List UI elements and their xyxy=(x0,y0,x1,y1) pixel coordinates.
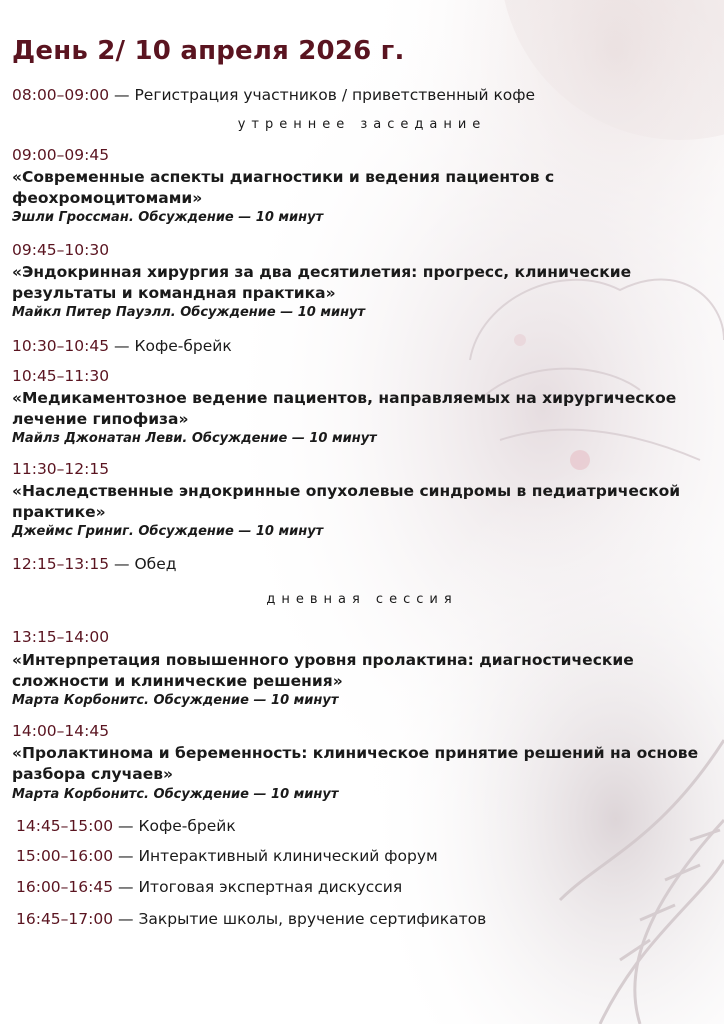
talk-title: «Интерпретация повышенного уровня пролактина: диагностические сложности и клинические решения» xyxy=(12,651,634,690)
time-label: 14:45–15:00 xyxy=(16,817,114,835)
talk-time: 10:45–11:30 xyxy=(12,367,110,385)
talk-speaker: Эшли Гроссман. Обсуждение — 10 минут xyxy=(12,210,324,225)
closing-item xyxy=(16,847,438,865)
item-text: — Кофе-брейк xyxy=(114,337,232,355)
session-heading-afternoon: дневная сессия xyxy=(266,592,458,607)
talk-title: «Пролактинома и беременность: клиническое принятие решений на основе разбора случаев» xyxy=(12,744,699,783)
lunch-item xyxy=(12,555,176,573)
talk-speaker: Джеймс Гриниг. Обсуждение — 10 минут xyxy=(12,524,324,539)
talk-speaker: Марта Корбонитс. Обсуждение — 10 минут xyxy=(12,787,339,802)
talk-speaker: Майлз Джонатан Леви. Обсуждение — 10 минут xyxy=(12,431,377,446)
closing-item xyxy=(16,910,486,928)
time-label: 12:15–13:15 xyxy=(12,555,110,573)
item-text: — Итоговая экспертная дискуссия xyxy=(118,878,403,896)
talk-time: 13:15–14:00 xyxy=(12,628,110,646)
closing-item xyxy=(16,878,402,896)
page-title: День 2/ 10 апреля 2026 г. xyxy=(12,36,405,66)
talk-time: 09:00–09:45 xyxy=(12,146,110,164)
talk-time: 14:00–14:45 xyxy=(12,722,110,740)
talk-time: 11:30–12:15 xyxy=(12,460,110,478)
item-text: — Обед xyxy=(114,555,177,573)
time-label: 16:45–17:00 xyxy=(16,910,114,928)
registration-item xyxy=(12,86,535,104)
session-heading-morning: утреннее заседание xyxy=(237,117,487,132)
item-text: — Регистрация участников / приветственный кофе xyxy=(114,86,536,104)
time-label: 08:00–09:00 xyxy=(12,86,110,104)
talk-title: «Эндокринная хирургия за два десятилетия: прогресс, клинические результаты и командная практика» xyxy=(12,263,632,302)
closing-item xyxy=(16,817,236,835)
talk-speaker: Марта Корбонитс. Обсуждение — 10 минут xyxy=(12,693,339,708)
talk-speaker: Майкл Питер Пауэлл. Обсуждение — 10 минут xyxy=(12,305,366,320)
break-item xyxy=(12,337,232,355)
talk-title: «Наследственные эндокринные опухолевые синдромы в педиатрической практике» xyxy=(12,482,681,521)
talk-title: «Медикаментозное ведение пациентов, направляемых на хирургическое лечение гипофиза» xyxy=(12,389,677,428)
time-label: 16:00–16:45 xyxy=(16,878,114,896)
talk-title: «Современные аспекты диагностики и ведения пациентов с феохромоцитомами» xyxy=(12,168,555,207)
talk-time: 09:45–10:30 xyxy=(12,241,110,259)
time-label: 15:00–16:00 xyxy=(16,847,114,865)
item-text: — Закрытие школы, вручение сертификатов xyxy=(118,910,487,928)
time-label: 10:30–10:45 xyxy=(12,337,110,355)
item-text: — Интерактивный клинический форум xyxy=(118,847,438,865)
item-text: — Кофе-брейк xyxy=(118,817,236,835)
